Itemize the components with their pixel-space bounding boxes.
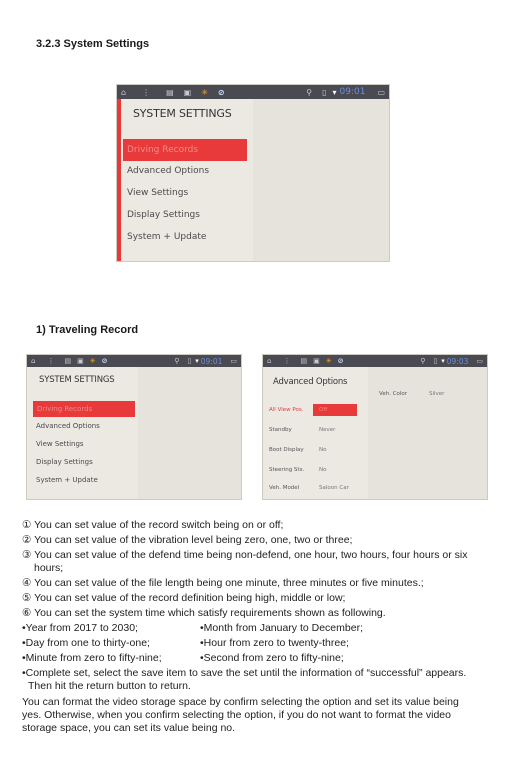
- option-value-veh-color[interactable]: Silver: [429, 391, 445, 397]
- back-icon[interactable]: ▭: [377, 87, 385, 97]
- brightness-icon: ✳: [325, 357, 332, 365]
- option-label-standby[interactable]: Standby: [269, 427, 292, 433]
- image-icon: ▣: [313, 357, 320, 365]
- format-paragraph-line1: You can format the video storage space by confirm selecting the option and set its value being: [22, 696, 459, 708]
- menu-item-system-update[interactable]: System + Update: [127, 232, 207, 242]
- clock-time: 09:01: [200, 356, 223, 366]
- menu-item-driving-records[interactable]: Driving Records: [33, 401, 135, 417]
- card-icon: ▤: [166, 87, 174, 97]
- section-heading: 3.2.3 System Settings: [36, 38, 150, 50]
- complete-set-note-cont: Then hit the return button to return.: [28, 680, 191, 692]
- signal-icon: ▯: [187, 357, 192, 365]
- menu-item-display-settings[interactable]: Display Settings: [36, 458, 93, 466]
- option-value-steering-sts[interactable]: No: [319, 467, 327, 473]
- menu-item-advanced-options[interactable]: Advanced Options: [127, 166, 210, 176]
- menu-item-driving-records[interactable]: Driving Records: [123, 139, 247, 161]
- back-icon[interactable]: ▭: [230, 357, 237, 365]
- more-icon[interactable]: ⋮: [283, 357, 291, 365]
- option-value-standby[interactable]: Never: [319, 427, 336, 433]
- location-icon: ⚲: [420, 357, 426, 365]
- no-entry-icon: ⊘: [217, 87, 225, 97]
- panel-title: Advanced Options: [273, 377, 348, 387]
- item-system-time: ⑥ You can set the system time which satisfy requirements shown as following.: [22, 607, 386, 619]
- time-minute: •Minute from zero to fifty-nine;: [22, 652, 162, 664]
- brightness-icon: ✳: [89, 357, 96, 365]
- item-vibration-level: ② You can set value of the vibration level being zero, one, two or three;: [22, 534, 353, 546]
- status-bar: [27, 355, 241, 367]
- option-label-steering-sts[interactable]: Steering Sts.: [269, 467, 305, 473]
- option-label-all-view-pos[interactable]: All View Pos.: [269, 407, 304, 413]
- item-record-definition: ⑤ You can set value of the record definition being high, middle or low;: [22, 592, 346, 604]
- system-settings-screen-top: [116, 84, 390, 262]
- location-icon: ⚲: [174, 357, 180, 365]
- format-paragraph-line3: storage space, you can set its value being no.: [22, 722, 236, 734]
- signal-icon: ▯: [433, 357, 438, 365]
- panel-title: SYSTEM SETTINGS: [39, 375, 115, 385]
- time-day: •Day from one to thirty-one;: [22, 637, 150, 649]
- option-label-boot-display[interactable]: Boot Display: [269, 447, 304, 453]
- time-hour: •Hour from zero to twenty-three;: [200, 637, 349, 649]
- home-icon[interactable]: ⌂: [121, 87, 127, 97]
- advanced-options-screen: [262, 354, 488, 500]
- menu-item-system-update[interactable]: System + Update: [36, 476, 98, 484]
- wifi-icon: ▾: [195, 357, 199, 365]
- item-record-switch: ① You can set value of the record switch being on or off;: [22, 519, 284, 531]
- card-icon: ▤: [64, 357, 72, 365]
- location-icon: ⚲: [306, 87, 313, 97]
- status-bar: [263, 355, 487, 367]
- image-icon: ▣: [183, 87, 192, 97]
- signal-icon: ▯: [322, 87, 327, 97]
- wifi-icon: ▾: [332, 87, 337, 97]
- item-defend-time: ③ You can set value of the defend time being non-defend, one hour, two hours, four hours or six: [22, 549, 468, 561]
- item-defend-time-cont: hours;: [34, 562, 64, 574]
- status-bar: [117, 85, 389, 99]
- time-year: •Year from 2017 to 2030;: [22, 622, 138, 634]
- option-value-veh-model[interactable]: Saloon Car: [319, 485, 349, 491]
- option-value-all-view-pos[interactable]: Off: [313, 404, 357, 416]
- more-icon[interactable]: ⋮: [142, 87, 151, 97]
- back-icon[interactable]: ▭: [476, 357, 483, 365]
- options-detail-panel: [368, 367, 487, 499]
- settings-detail-panel: [253, 99, 389, 261]
- option-label-veh-color[interactable]: Veh. Color: [379, 391, 408, 397]
- no-entry-icon: ⊘: [337, 357, 344, 365]
- settings-detail-panel: [138, 367, 241, 499]
- clock-time: 09:01: [339, 87, 366, 97]
- menu-item-display-settings[interactable]: Display Settings: [127, 210, 200, 220]
- panel-title: SYSTEM SETTINGS: [133, 107, 232, 120]
- item-file-length: ④ You can set value of the file length being one minute, three minutes or five minutes.;: [22, 577, 424, 589]
- complete-set-note: •Complete set, select the save item to save the set until the information of “successful” appears.: [22, 667, 467, 679]
- system-settings-screen-left: [26, 354, 242, 500]
- menu-item-view-settings[interactable]: View Settings: [36, 440, 84, 448]
- subsection-heading: 1) Traveling Record: [36, 324, 139, 336]
- format-paragraph-line2: yes. Otherwise, when you confirm selecting the option, if you do not want to format the video: [22, 709, 451, 721]
- wifi-icon: ▾: [441, 357, 445, 365]
- brightness-icon: ✳: [201, 87, 208, 97]
- option-value-boot-display[interactable]: No: [319, 447, 327, 453]
- menu-item-view-settings[interactable]: View Settings: [127, 188, 189, 198]
- home-icon[interactable]: ⌂: [267, 357, 272, 365]
- menu-item-advanced-options[interactable]: Advanced Options: [36, 422, 100, 430]
- time-second: •Second from zero to fifty-nine;: [200, 652, 344, 664]
- no-entry-icon: ⊘: [101, 357, 108, 365]
- clock-time: 09:03: [446, 356, 469, 366]
- option-label-veh-model[interactable]: Veh. Model: [269, 485, 300, 491]
- more-icon[interactable]: ⋮: [47, 357, 55, 365]
- time-month: •Month from January to December;: [200, 622, 363, 634]
- menu-accent-bar: [117, 99, 121, 261]
- card-icon: ▤: [300, 357, 308, 365]
- home-icon[interactable]: ⌂: [31, 357, 36, 365]
- image-icon: ▣: [77, 357, 84, 365]
